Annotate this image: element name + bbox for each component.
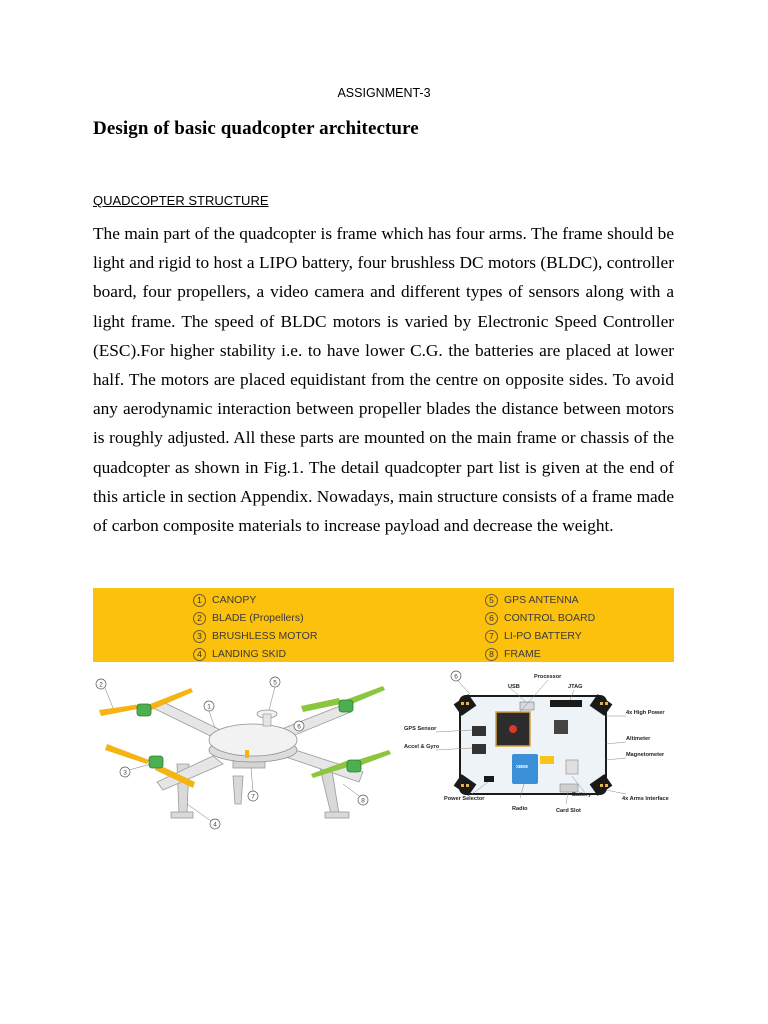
legend-item bbox=[485, 627, 595, 645]
label-radio: Radio bbox=[512, 806, 528, 812]
legend-number: 2 bbox=[193, 612, 206, 625]
label-altimeter: Altimeter bbox=[626, 736, 651, 742]
parts-legend bbox=[93, 588, 674, 662]
label-battery: Battery bbox=[572, 792, 592, 798]
callout-label: 8 bbox=[361, 797, 365, 805]
callout-label: 2 bbox=[99, 681, 103, 689]
label-power-selector: Power Selector bbox=[444, 796, 485, 802]
legend-item bbox=[485, 609, 595, 627]
assignment-label: ASSIGNMENT-3 bbox=[337, 86, 431, 100]
section-heading: QUADCOPTER STRUCTURE bbox=[93, 193, 269, 208]
legend-item bbox=[193, 591, 317, 609]
legend-label: BRUSHLESS MOTOR bbox=[212, 630, 318, 642]
legend-number: 8 bbox=[485, 648, 498, 661]
quadcopter-illustration bbox=[93, 664, 393, 836]
legend-number: 7 bbox=[485, 630, 498, 643]
legend-number: 6 bbox=[485, 612, 498, 625]
control-board-illustration bbox=[400, 664, 674, 836]
label-gps-sensor: GPS Sensor bbox=[404, 726, 437, 732]
legend-label: LANDING SKID bbox=[212, 648, 287, 660]
legend-label: LI-PO BATTERY bbox=[504, 630, 582, 642]
callout-label: 1 bbox=[207, 703, 211, 711]
legend-item bbox=[485, 591, 595, 609]
legend-label: FRAME bbox=[504, 648, 541, 660]
board-callout: 6 bbox=[454, 673, 458, 681]
label-card-slot: Card Slot bbox=[556, 808, 581, 814]
callout-label: 6 bbox=[297, 723, 301, 731]
legend-label: BLADE (Propellers) bbox=[212, 612, 304, 624]
callout-label: 5 bbox=[273, 679, 277, 687]
legend-label: CANOPY bbox=[212, 594, 257, 606]
label-accel-gyro: Accel & Gyro bbox=[404, 744, 440, 750]
legend-label: CONTROL BOARD bbox=[504, 612, 596, 624]
document-title: Design of basic quadcopter architecture bbox=[93, 118, 419, 139]
callout-label: 4 bbox=[213, 821, 217, 829]
legend-item bbox=[193, 627, 317, 645]
label-processor: Processor bbox=[534, 674, 562, 680]
legend-item bbox=[485, 645, 595, 663]
legend-column-left bbox=[193, 591, 317, 663]
label-high-power: 4x High Power bbox=[626, 710, 665, 716]
legend-label: GPS ANTENNA bbox=[504, 594, 579, 606]
legend-number: 4 bbox=[193, 648, 206, 661]
label-usb: USB bbox=[508, 684, 520, 690]
label-xbee: XBEE bbox=[516, 764, 529, 769]
callout-label: 7 bbox=[251, 793, 255, 801]
legend-item bbox=[193, 609, 317, 627]
callout-label: 3 bbox=[123, 769, 127, 777]
legend-number: 1 bbox=[193, 594, 206, 607]
legend-item bbox=[193, 645, 317, 663]
legend-number: 3 bbox=[193, 630, 206, 643]
body-paragraph: The main part of the quadcopter is frame which has four arms. The frame should be light and rigid to host a LIPO battery, four brushless DC motors (BLDC), controller board, four propellers, a video camera and different types of sensors along with a light frame. The speed of BLDC motors is varied by Electronic Speed Controller (ESC).For higher stability i.e. to have lower C.G. the batteries are placed at lower half. The motors are placed equidistant from the centre on opposite sides. To avoid any aerodynamic interaction between propeller blades the distance between motors is roughly adjusted. All these parts are mounted on the main frame or chassis of the quadcopter as shown in Fig.1. The detail quadcopter part list is given at the end of this article in section Appendix. Nowadays, main structure consists of a frame made of carbon composite materials to increase payload and decrease the weight. bbox=[93, 224, 674, 536]
label-magnetometer: Magnetometer bbox=[626, 752, 665, 758]
label-arms-interface: 4x Arms Interface bbox=[622, 796, 669, 802]
label-jtag: JTAG bbox=[568, 684, 583, 690]
legend-column-right bbox=[485, 591, 595, 663]
legend-number: 5 bbox=[485, 594, 498, 607]
